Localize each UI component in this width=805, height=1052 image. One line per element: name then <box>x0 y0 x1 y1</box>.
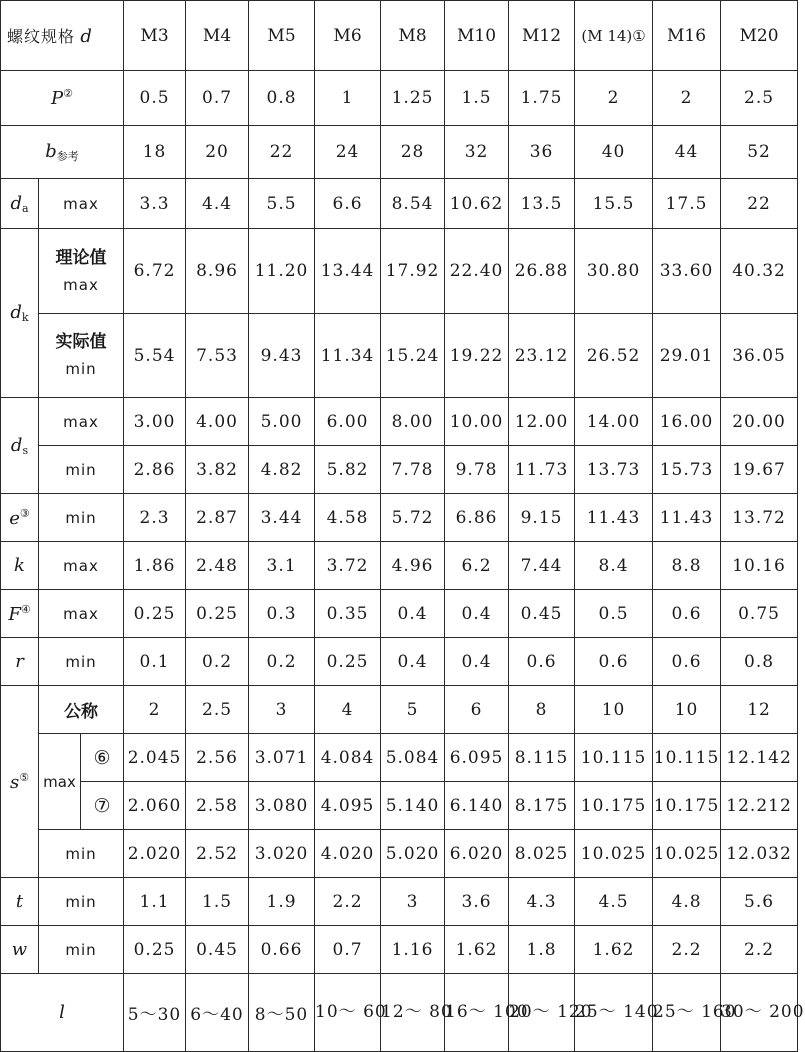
da-value: 3.3 <box>124 179 186 229</box>
r-value: 0.6 <box>575 638 653 686</box>
f-note-mark: ④ <box>20 602 31 616</box>
t-value: 4.5 <box>575 878 653 926</box>
ds-symbol-cell <box>1 398 39 494</box>
dk-symbol: d <box>10 302 22 323</box>
dk-actual-value: 29.01 <box>653 314 721 398</box>
w-value: 1.62 <box>575 926 653 974</box>
l-range: 6～40 <box>186 974 249 1052</box>
ds-max-value: 8.00 <box>381 398 445 446</box>
s-symbol: s <box>9 771 20 793</box>
s-max7-value: 4.095 <box>315 782 381 830</box>
e-value: 3.44 <box>249 494 315 542</box>
s-nominal-value: 6 <box>445 686 509 734</box>
ds-min-value: 3.82 <box>186 446 249 494</box>
s-max7-value: 12.212 <box>721 782 798 830</box>
s-max-label: max <box>39 734 81 830</box>
s-max7-value: 10.175 <box>575 782 653 830</box>
k-value: 8.8 <box>653 542 721 590</box>
ds-max-value: 6.00 <box>315 398 381 446</box>
w-symbol-cell <box>1 926 39 974</box>
thread-spec-symbol: d <box>80 26 92 47</box>
t-value: 2.2 <box>315 878 381 926</box>
l-range: 20～ 120 <box>509 974 575 1052</box>
t-value: 4.3 <box>509 878 575 926</box>
dk-theory-value: 6.72 <box>124 229 186 314</box>
r-value: 0.8 <box>721 638 798 686</box>
size-header: M12 <box>509 1 575 71</box>
k-value: 7.44 <box>509 542 575 590</box>
f-value: 0.4 <box>381 590 445 638</box>
e-value: 5.72 <box>381 494 445 542</box>
ds-max-value: 10.00 <box>445 398 509 446</box>
w-value: 2.2 <box>721 926 798 974</box>
s-max7-label: ⑦ <box>81 782 124 830</box>
pitch-value: 1 <box>315 71 381 126</box>
l-range: 8～50 <box>249 974 315 1052</box>
e-value: 2.3 <box>124 494 186 542</box>
pitch-value: 2 <box>575 71 653 126</box>
s-nominal-value: 8 <box>509 686 575 734</box>
f-symbol: F <box>8 603 21 625</box>
dk-actual-value: 23.12 <box>509 314 575 398</box>
dk-actual-value: 9.43 <box>249 314 315 398</box>
header-row <box>1 1 798 71</box>
s-min-value: 6.020 <box>445 830 509 878</box>
s-max6-value: 10.115 <box>575 734 653 782</box>
f-value: 0.6 <box>653 590 721 638</box>
s-max7-value: 2.060 <box>124 782 186 830</box>
dk-theory-value: 8.96 <box>186 229 249 314</box>
k-value: 2.48 <box>186 542 249 590</box>
l-range: 10～ 60 <box>315 974 381 1052</box>
ds-max-value: 5.00 <box>249 398 315 446</box>
l-range: 5～30 <box>124 974 186 1052</box>
s-max7-value: 2.58 <box>186 782 249 830</box>
s-nominal-value: 12 <box>721 686 798 734</box>
dk-actual-value: 11.34 <box>315 314 381 398</box>
ds-min-value: 2.86 <box>124 446 186 494</box>
row-e <box>1 494 798 542</box>
size-header: M20 <box>721 1 798 71</box>
f-value: 0.75 <box>721 590 798 638</box>
t-symbol: t <box>15 891 24 912</box>
l-range: 25～ 140 <box>575 974 653 1052</box>
b-value: 40 <box>575 126 653 179</box>
dk-theory-value: 40.32 <box>721 229 798 314</box>
s-nominal-label: 公称 <box>39 686 124 734</box>
b-value: 36 <box>509 126 575 179</box>
f-value: 0.25 <box>186 590 249 638</box>
s-note-mark: ⑤ <box>19 770 30 784</box>
t-value: 3.6 <box>445 878 509 926</box>
size-header: M6 <box>315 1 381 71</box>
dk-theory-value: 33.60 <box>653 229 721 314</box>
ds-max-value: 12.00 <box>509 398 575 446</box>
s-min-label: min <box>39 830 124 878</box>
size-header: M8 <box>381 1 445 71</box>
b-value: 28 <box>381 126 445 179</box>
l-label-cell <box>1 974 124 1052</box>
row-ds-max <box>1 398 798 446</box>
da-subscript: a <box>21 201 29 215</box>
f-limit-label: max <box>39 590 124 638</box>
b-value: 18 <box>124 126 186 179</box>
s-max6-value: 4.084 <box>315 734 381 782</box>
b-value: 32 <box>445 126 509 179</box>
r-limit-label: min <box>39 638 124 686</box>
f-value: 0.45 <box>509 590 575 638</box>
da-value: 10.62 <box>445 179 509 229</box>
w-value: 1.8 <box>509 926 575 974</box>
pitch-value: 1.5 <box>445 71 509 126</box>
s-max6-value: 12.142 <box>721 734 798 782</box>
s-min-value: 4.020 <box>315 830 381 878</box>
s-max7-value: 10.175 <box>653 782 721 830</box>
ds-min-label: min <box>39 446 124 494</box>
e-value: 6.86 <box>445 494 509 542</box>
pitch-symbol: P <box>51 88 64 109</box>
f-value: 0.5 <box>575 590 653 638</box>
r-value: 0.6 <box>653 638 721 686</box>
size-header: M3 <box>124 1 186 71</box>
thread-spec-label-cell <box>1 1 124 71</box>
pitch-value: 2 <box>653 71 721 126</box>
da-symbol: d <box>10 192 22 214</box>
dk-actual-label: 实际值 <box>55 332 107 353</box>
row-s-nominal <box>1 686 798 734</box>
da-value: 15.5 <box>575 179 653 229</box>
s-symbol-cell <box>1 686 39 878</box>
f-value: 0.35 <box>315 590 381 638</box>
r-symbol-cell <box>1 638 39 686</box>
row-s-max6 <box>1 734 798 782</box>
k-value: 10.16 <box>721 542 798 590</box>
pitch-note-mark: ② <box>63 87 74 100</box>
da-value: 4.4 <box>186 179 249 229</box>
ds-max-value: 16.00 <box>653 398 721 446</box>
e-value: 11.43 <box>653 494 721 542</box>
ds-min-value: 7.78 <box>381 446 445 494</box>
row-dk-actual <box>1 314 798 398</box>
t-limit-label: min <box>39 878 124 926</box>
e-note-mark: ③ <box>19 506 30 520</box>
b-value: 24 <box>315 126 381 179</box>
s-min-value: 8.025 <box>509 830 575 878</box>
l-range: 25～ 160 <box>653 974 721 1052</box>
k-value: 3.1 <box>249 542 315 590</box>
dk-actual-limit: min <box>65 360 97 379</box>
row-s-max7 <box>1 782 798 830</box>
da-value: 17.5 <box>653 179 721 229</box>
w-value: 0.25 <box>124 926 186 974</box>
w-value: 2.2 <box>653 926 721 974</box>
thread-spec-label: 螺纹规格 <box>7 27 76 46</box>
pitch-label-cell <box>1 71 124 126</box>
r-value: 0.2 <box>186 638 249 686</box>
s-min-value: 3.020 <box>249 830 315 878</box>
size-header: M16 <box>653 1 721 71</box>
ds-max-label: max <box>39 398 124 446</box>
ds-min-value: 4.82 <box>249 446 315 494</box>
s-min-value: 2.020 <box>124 830 186 878</box>
dk-theory-label: 理论值 <box>55 247 107 268</box>
s-max7-value: 6.140 <box>445 782 509 830</box>
k-symbol-cell <box>1 542 39 590</box>
k-value: 1.86 <box>124 542 186 590</box>
s-max6-value: 3.071 <box>249 734 315 782</box>
e-value: 13.72 <box>721 494 798 542</box>
t-value: 1.9 <box>249 878 315 926</box>
t-symbol-cell <box>1 878 39 926</box>
k-value: 3.72 <box>315 542 381 590</box>
s-nominal-value: 5 <box>381 686 445 734</box>
s-max7-value: 8.175 <box>509 782 575 830</box>
s-min-value: 12.032 <box>721 830 798 878</box>
s-max6-value: 5.084 <box>381 734 445 782</box>
row-b-ref <box>1 126 798 179</box>
dk-actual-value: 26.52 <box>575 314 653 398</box>
size-header: M4 <box>186 1 249 71</box>
ds-min-value: 5.82 <box>315 446 381 494</box>
dk-theory-limit: max <box>63 275 99 294</box>
f-value: 0.4 <box>445 590 509 638</box>
dk-actual-value: 5.54 <box>124 314 186 398</box>
ds-max-value: 14.00 <box>575 398 653 446</box>
row-k <box>1 542 798 590</box>
l-symbol: l <box>59 1002 65 1023</box>
row-t <box>1 878 798 926</box>
pitch-value: 0.8 <box>249 71 315 126</box>
size-header-m14: (M 14)① <box>575 1 653 71</box>
da-value: 6.6 <box>315 179 381 229</box>
e-symbol: e <box>9 507 20 529</box>
r-value: 0.1 <box>124 638 186 686</box>
ds-symbol: d <box>10 434 23 456</box>
da-value: 8.54 <box>381 179 445 229</box>
dk-theory-value: 26.88 <box>509 229 575 314</box>
e-limit-label: min <box>39 494 124 542</box>
l-range: 30～ 200 <box>721 974 798 1052</box>
dk-theory-value: 22.40 <box>445 229 509 314</box>
pitch-value: 0.5 <box>124 71 186 126</box>
row-da <box>1 179 798 229</box>
w-symbol: w <box>11 939 28 960</box>
b-value: 52 <box>721 126 798 179</box>
s-max7-value: 3.080 <box>249 782 315 830</box>
s-max6-value: 2.045 <box>124 734 186 782</box>
b-value: 22 <box>249 126 315 179</box>
s-nominal-value: 2.5 <box>186 686 249 734</box>
size-header: M10 <box>445 1 509 71</box>
ds-max-value: 4.00 <box>186 398 249 446</box>
row-l <box>1 974 798 1052</box>
k-value: 6.2 <box>445 542 509 590</box>
ds-min-value: 19.67 <box>721 446 798 494</box>
t-value: 5.6 <box>721 878 798 926</box>
da-symbol-cell <box>1 179 39 229</box>
s-nominal-value: 10 <box>653 686 721 734</box>
w-value: 1.62 <box>445 926 509 974</box>
t-value: 1.5 <box>186 878 249 926</box>
dk-theory-value: 11.20 <box>249 229 315 314</box>
t-value: 1.1 <box>124 878 186 926</box>
b-symbol: b <box>45 140 57 162</box>
pitch-value: 1.75 <box>509 71 575 126</box>
dk-actual-value: 19.22 <box>445 314 509 398</box>
pitch-value: 0.7 <box>186 71 249 126</box>
r-value: 0.4 <box>381 638 445 686</box>
dk-subscript: k <box>21 311 29 324</box>
ds-max-value: 20.00 <box>721 398 798 446</box>
k-limit-label: max <box>39 542 124 590</box>
f-value: 0.3 <box>249 590 315 638</box>
dk-actual-label-cell <box>39 314 124 398</box>
s-max7-value: 5.140 <box>381 782 445 830</box>
da-value: 13.5 <box>509 179 575 229</box>
da-value: 5.5 <box>249 179 315 229</box>
s-max6-value: 6.095 <box>445 734 509 782</box>
ds-min-value: 13.73 <box>575 446 653 494</box>
pitch-value: 1.25 <box>381 71 445 126</box>
l-range: 16～ 100 <box>445 974 509 1052</box>
row-pitch <box>1 71 798 126</box>
dk-actual-value: 36.05 <box>721 314 798 398</box>
r-value: 0.2 <box>249 638 315 686</box>
w-value: 0.45 <box>186 926 249 974</box>
b-subscript: 参考 <box>56 149 79 163</box>
l-range: 12～ 80 <box>381 974 445 1052</box>
s-nominal-value: 2 <box>124 686 186 734</box>
r-value: 0.25 <box>315 638 381 686</box>
da-value: 22 <box>721 179 798 229</box>
ds-max-value: 3.00 <box>124 398 186 446</box>
row-dk-theory <box>1 229 798 314</box>
s-max6-label: ⑥ <box>81 734 124 782</box>
ds-min-value: 9.78 <box>445 446 509 494</box>
e-value: 4.58 <box>315 494 381 542</box>
r-value: 0.6 <box>509 638 575 686</box>
dk-theory-value: 17.92 <box>381 229 445 314</box>
e-symbol-cell <box>1 494 39 542</box>
w-value: 0.7 <box>315 926 381 974</box>
s-max6-value: 2.56 <box>186 734 249 782</box>
row-w <box>1 926 798 974</box>
f-value: 0.25 <box>124 590 186 638</box>
b-value: 20 <box>186 126 249 179</box>
dk-actual-value: 7.53 <box>186 314 249 398</box>
ds-subscript: s <box>22 443 29 457</box>
f-symbol-cell <box>1 590 39 638</box>
dk-theory-label-cell <box>39 229 124 314</box>
pitch-value: 2.5 <box>721 71 798 126</box>
e-value: 11.43 <box>575 494 653 542</box>
k-symbol: k <box>14 555 25 576</box>
s-min-value: 2.52 <box>186 830 249 878</box>
b-value: 44 <box>653 126 721 179</box>
r-value: 0.4 <box>445 638 509 686</box>
s-min-value: 10.025 <box>575 830 653 878</box>
s-nominal-value: 4 <box>315 686 381 734</box>
w-limit-label: min <box>39 926 124 974</box>
row-s-min <box>1 830 798 878</box>
ds-min-value: 15.73 <box>653 446 721 494</box>
dk-symbol-cell <box>1 229 39 398</box>
s-min-value: 5.020 <box>381 830 445 878</box>
w-value: 1.16 <box>381 926 445 974</box>
dk-theory-value: 13.44 <box>315 229 381 314</box>
e-value: 9.15 <box>509 494 575 542</box>
dk-theory-value: 30.80 <box>575 229 653 314</box>
dk-actual-value: 15.24 <box>381 314 445 398</box>
row-r <box>1 638 798 686</box>
w-value: 0.66 <box>249 926 315 974</box>
ds-min-value: 11.73 <box>509 446 575 494</box>
t-value: 4.8 <box>653 878 721 926</box>
row-f <box>1 590 798 638</box>
row-ds-min <box>1 446 798 494</box>
s-nominal-value: 10 <box>575 686 653 734</box>
size-header: M5 <box>249 1 315 71</box>
s-nominal-value: 3 <box>249 686 315 734</box>
r-symbol: r <box>15 651 24 672</box>
s-max6-value: 10.115 <box>653 734 721 782</box>
t-value: 3 <box>381 878 445 926</box>
k-value: 8.4 <box>575 542 653 590</box>
s-max6-value: 8.115 <box>509 734 575 782</box>
s-min-value: 10.025 <box>653 830 721 878</box>
k-value: 4.96 <box>381 542 445 590</box>
da-limit-label: max <box>39 179 124 229</box>
e-value: 2.87 <box>186 494 249 542</box>
b-label-cell <box>1 126 124 179</box>
